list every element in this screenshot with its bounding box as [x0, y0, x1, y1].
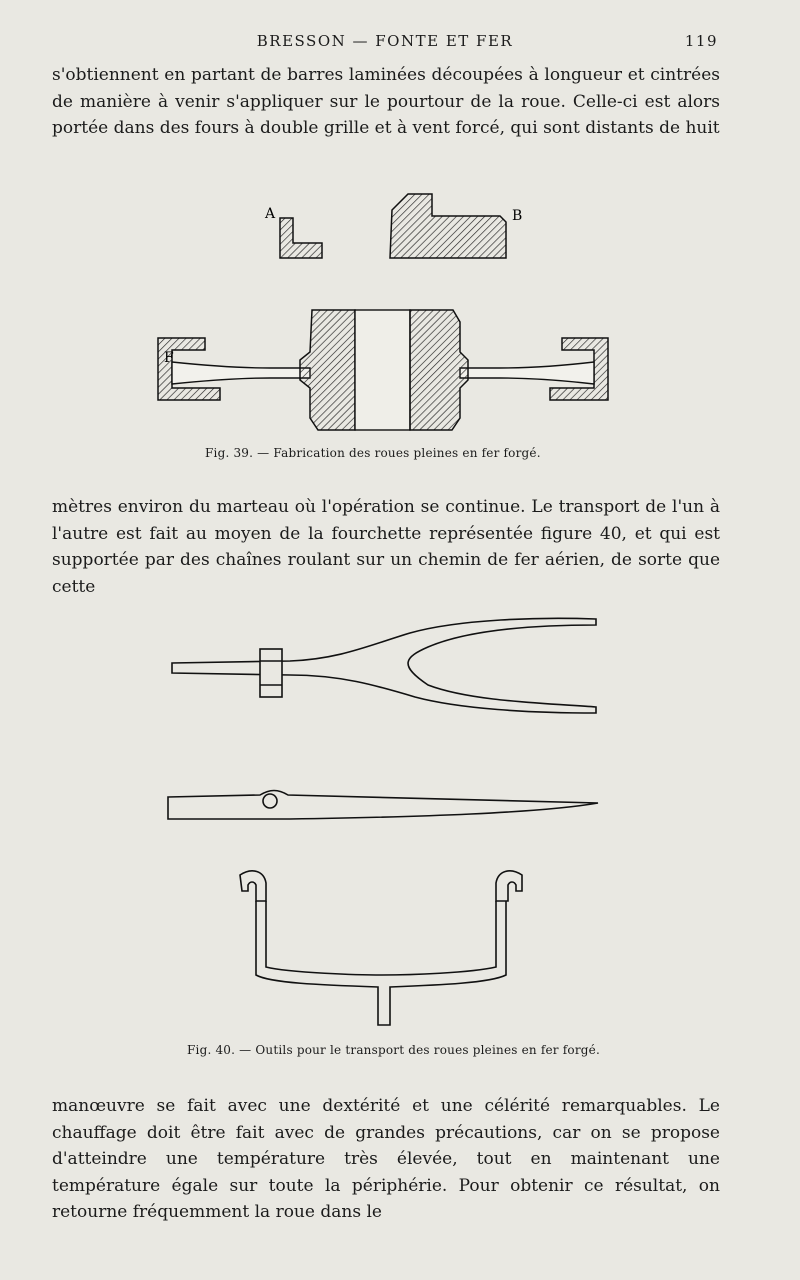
label-b: B	[512, 208, 523, 224]
label-a: A	[265, 206, 276, 222]
figure-40-transport-tools	[160, 605, 605, 1035]
transport-fork-tool	[172, 618, 596, 713]
paragraph-1: s'obtiennent en partant de barres laminées découpées à longueur et cintrées de manière à venir s'appliquer sur le pourtour de la roue. Celle-ci est alors portée dans des fours à double grille et à vent forcé, qui sont distants de huit	[52, 65, 720, 138]
page-number: 119	[684, 32, 718, 50]
paragraph-3: manœuvre se fait avec une dextérité et une célérité remarquables. Le chauffage doit être fait avec de grandes précautions, car on se propose d'atteindre une température très élevée, tout en maintenant une température égale sur toute la périphérie. Pour obtenir ce résultat, on retourne fréquemment la roue dans le	[52, 1096, 720, 1222]
label-f: F	[164, 350, 174, 366]
t-bracket-tool	[240, 871, 522, 1025]
section-b-rim-profile	[390, 194, 506, 258]
running-title: BRESSON — FONTE ET FER	[256, 32, 514, 50]
lifting-bar-tool	[168, 791, 598, 820]
wheel-cross-section	[158, 310, 608, 430]
section-a-angle	[280, 218, 322, 258]
figure-39-caption: Fig. 39. — Fabrication des roues pleines en fer forgé.	[205, 446, 541, 460]
figure-40-caption: Fig. 40. — Outils pour le transport des roues pleines en fer forgé.	[187, 1043, 600, 1057]
figure-39-wheel-forging	[150, 190, 620, 435]
paragraph-2: mètres environ du marteau où l'opération se continue. Le transport de l'un à l'autre est fait au moyen de la fourchette représentée figure 40, et qui est supportée par des chaînes roulant sur un chemin de fer aérien, de sorte que cette	[52, 497, 720, 597]
running-header	[52, 32, 718, 54]
